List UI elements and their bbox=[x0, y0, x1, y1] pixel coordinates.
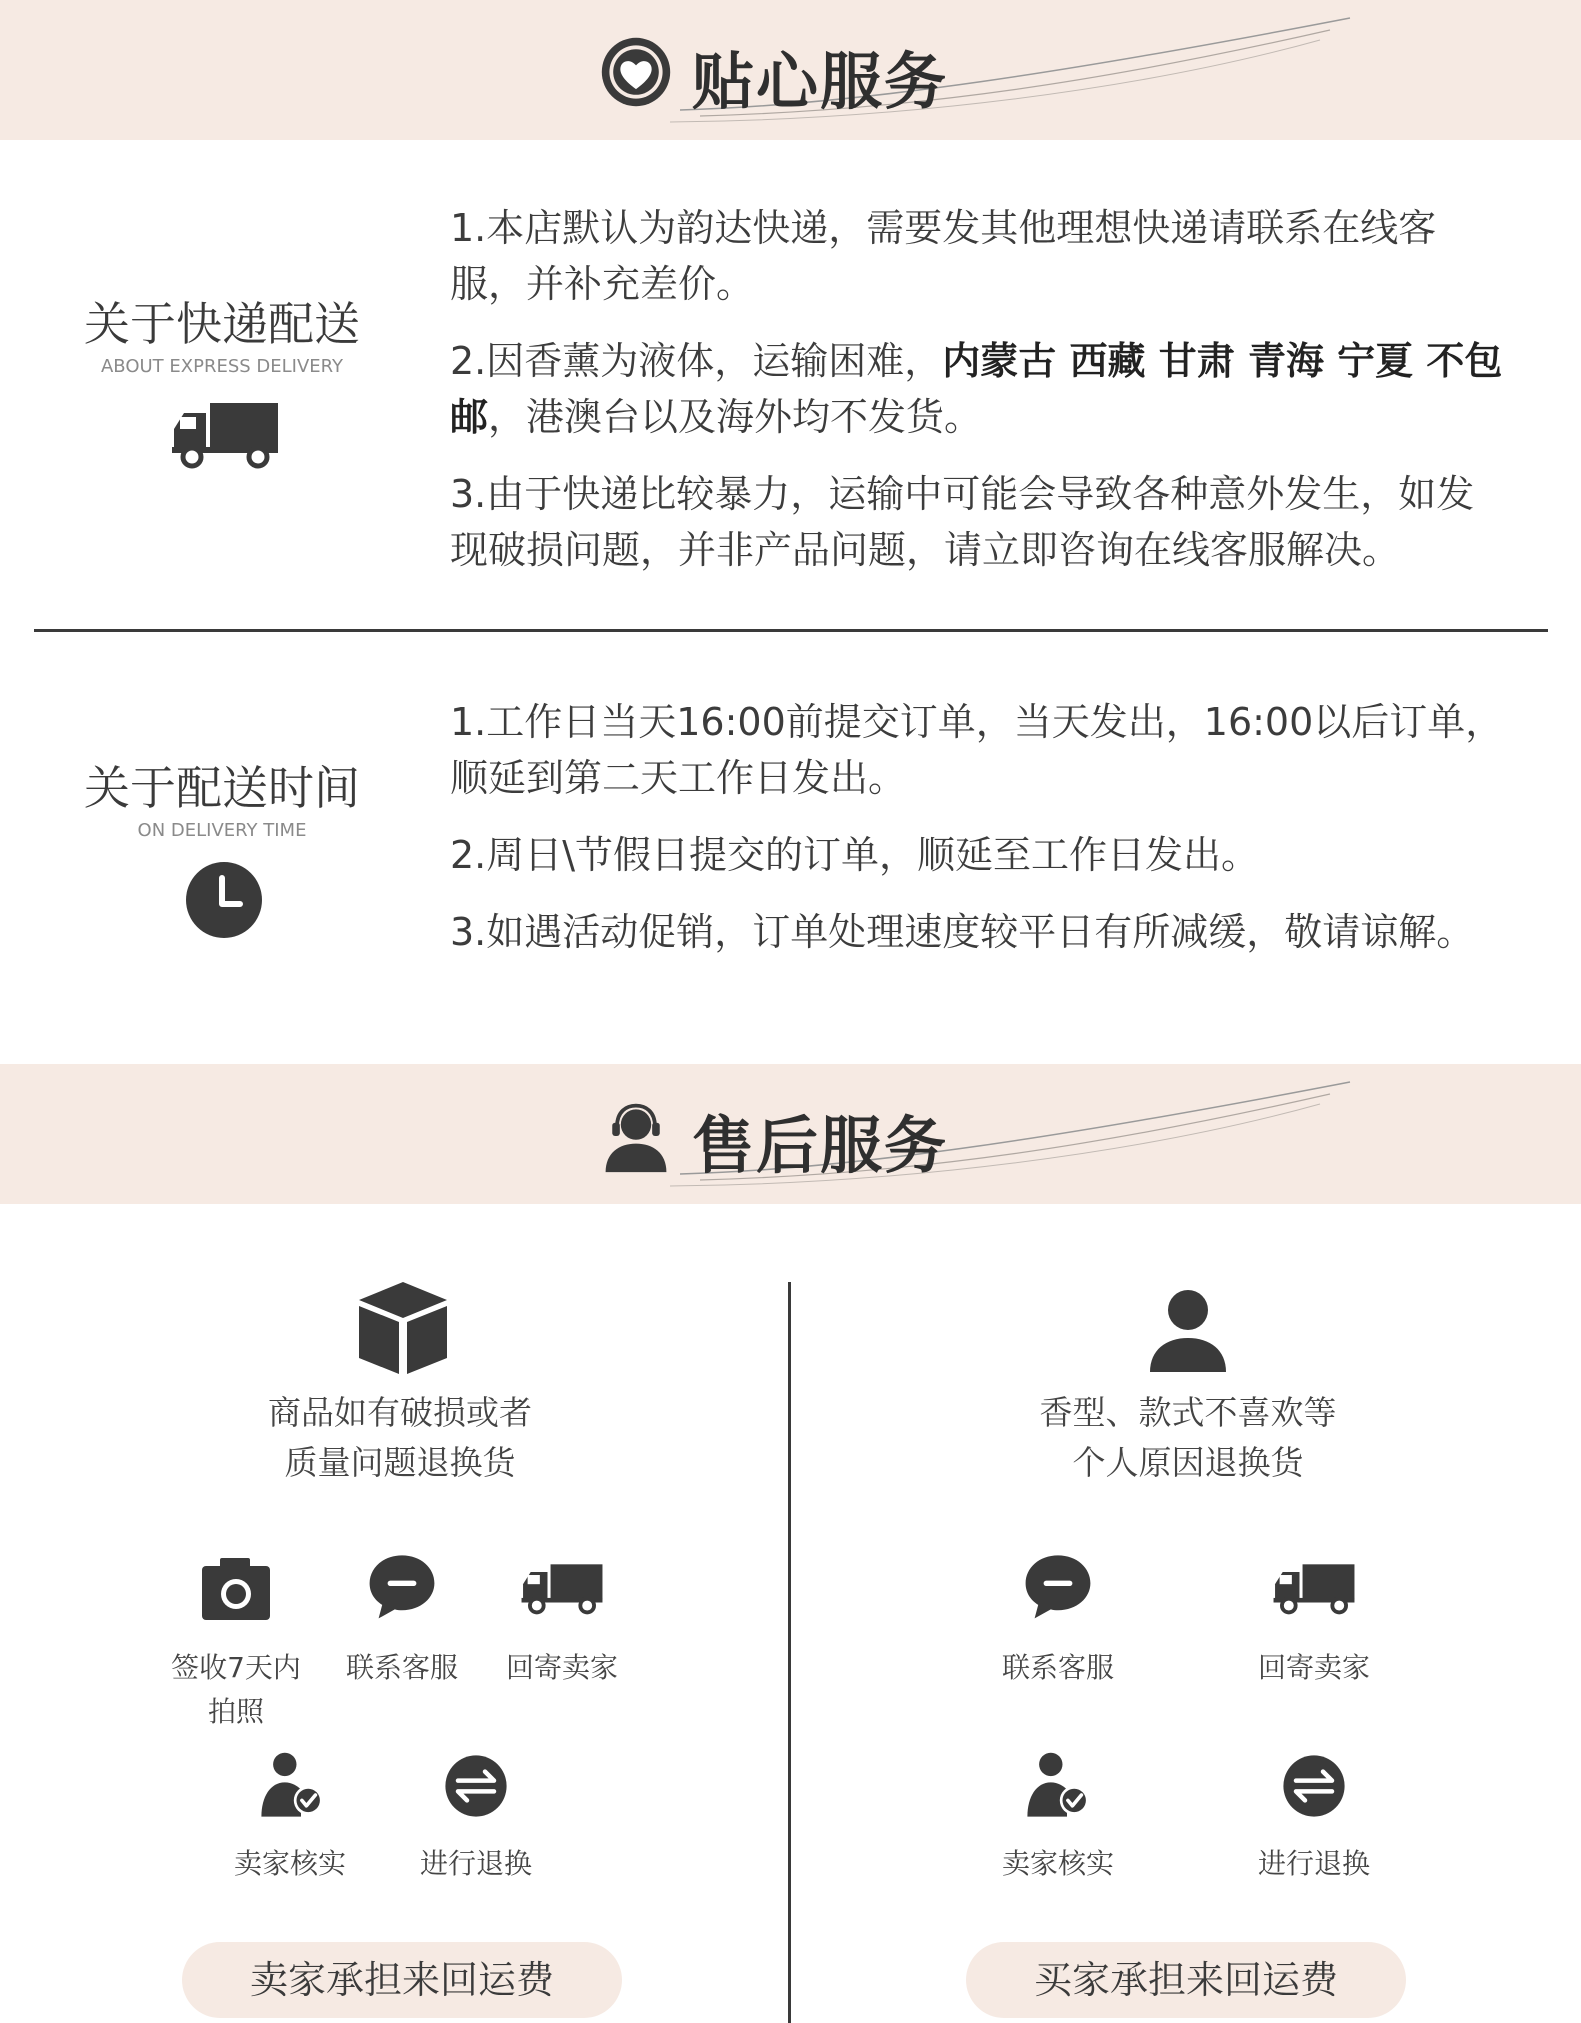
clock-icon bbox=[184, 860, 264, 940]
truck-icon bbox=[1272, 1560, 1356, 1616]
left-step-photo-label-2: 拍照 bbox=[207, 1695, 264, 1728]
user-check-icon bbox=[256, 1750, 328, 1822]
left-step-return-label: 回寄卖家 bbox=[505, 1651, 618, 1684]
delivery-time-title: 关于配送时间 bbox=[84, 761, 360, 815]
shipping-point-1: 1.本店默认为韵达快递，需要发其他理想快递请联系在线客服，并补充差价。 bbox=[450, 206, 1437, 306]
chat-icon bbox=[1022, 1550, 1094, 1622]
banner-care-service bbox=[0, 0, 1581, 140]
buyer-pays-shipping-badge: 买家承担来回运费 bbox=[966, 1942, 1406, 2018]
shipping-point-2-text-end: ，港澳台以及海外均不发货。 bbox=[488, 395, 983, 439]
delivery-time-point-2: 2.周日\节假日提交的订单，顺延至工作日发出。 bbox=[450, 833, 1260, 877]
left-step-verify-label: 卖家核实 bbox=[233, 1847, 346, 1880]
person-icon bbox=[1148, 1288, 1228, 1374]
section-divider bbox=[34, 629, 1548, 632]
truck-icon bbox=[170, 398, 280, 470]
truck-icon bbox=[520, 1560, 604, 1616]
left-heading-line-1: 商品如有破损或者 bbox=[268, 1393, 532, 1432]
delivery-time-point-1: 1.工作日当天16:00前提交订单，当天发出，16:00以后订单，顺延到第二天工作日发出。 bbox=[450, 700, 1504, 800]
headset-person-icon bbox=[598, 1098, 674, 1174]
left-step-photo-label-1: 签收7天内 bbox=[171, 1651, 301, 1684]
right-step-contact-label: 联系客服 bbox=[1001, 1651, 1114, 1684]
column-divider bbox=[788, 1282, 791, 2023]
delivery-time-point-3: 3.如遇活动促销，订单处理速度较平日有所减缓，敬请谅解。 bbox=[450, 910, 1475, 954]
right-step-return-label: 回寄卖家 bbox=[1257, 1651, 1370, 1684]
exchange-icon bbox=[1278, 1750, 1350, 1822]
right-step-exchange-label: 进行退换 bbox=[1257, 1847, 1370, 1880]
shipping-point-2-text: 2.因香薰为液体，运输困难， bbox=[450, 339, 943, 383]
chat-icon bbox=[366, 1550, 438, 1622]
banner-after-sales bbox=[0, 1064, 1581, 1204]
exchange-icon bbox=[440, 1750, 512, 1822]
left-step-exchange-label: 进行退换 bbox=[419, 1847, 532, 1880]
right-heading-line-1: 香型、款式不喜欢等 bbox=[1039, 1393, 1337, 1432]
banner-title: 贴心服务 bbox=[692, 45, 949, 118]
right-heading-line-2: 个人原因退换货 bbox=[1072, 1443, 1304, 1482]
right-step-verify-label: 卖家核实 bbox=[1001, 1847, 1114, 1880]
shipping-point-2-regions: 内蒙古 西藏 甘肃 青海 宁夏 不包邮 bbox=[450, 339, 1503, 439]
box-icon bbox=[355, 1278, 451, 1378]
left-heading-line-2: 质量问题退换货 bbox=[284, 1443, 516, 1482]
banner-title: 售后服务 bbox=[692, 1109, 949, 1182]
camera-icon bbox=[200, 1556, 272, 1622]
left-step-contact-label: 联系客服 bbox=[345, 1651, 458, 1684]
user-check-icon bbox=[1022, 1750, 1094, 1822]
shipping-point-3: 3.由于快递比较暴力，运输中可能会导致各种意外发生，如发现破损问题，并非产品问题，请立即咨询在线客服解决。 bbox=[450, 472, 1475, 572]
shipping-title: 关于快递配送 bbox=[84, 297, 360, 351]
heart-badge-icon bbox=[598, 34, 674, 110]
seller-pays-shipping-badge: 卖家承担来回运费 bbox=[182, 1942, 622, 2018]
shipping-subtitle: ABOUT EXPRESS DELIVERY bbox=[100, 356, 344, 377]
shipping-point-2 bbox=[450, 333, 1510, 445]
delivery-time-subtitle: ON DELIVERY TIME bbox=[137, 820, 307, 841]
